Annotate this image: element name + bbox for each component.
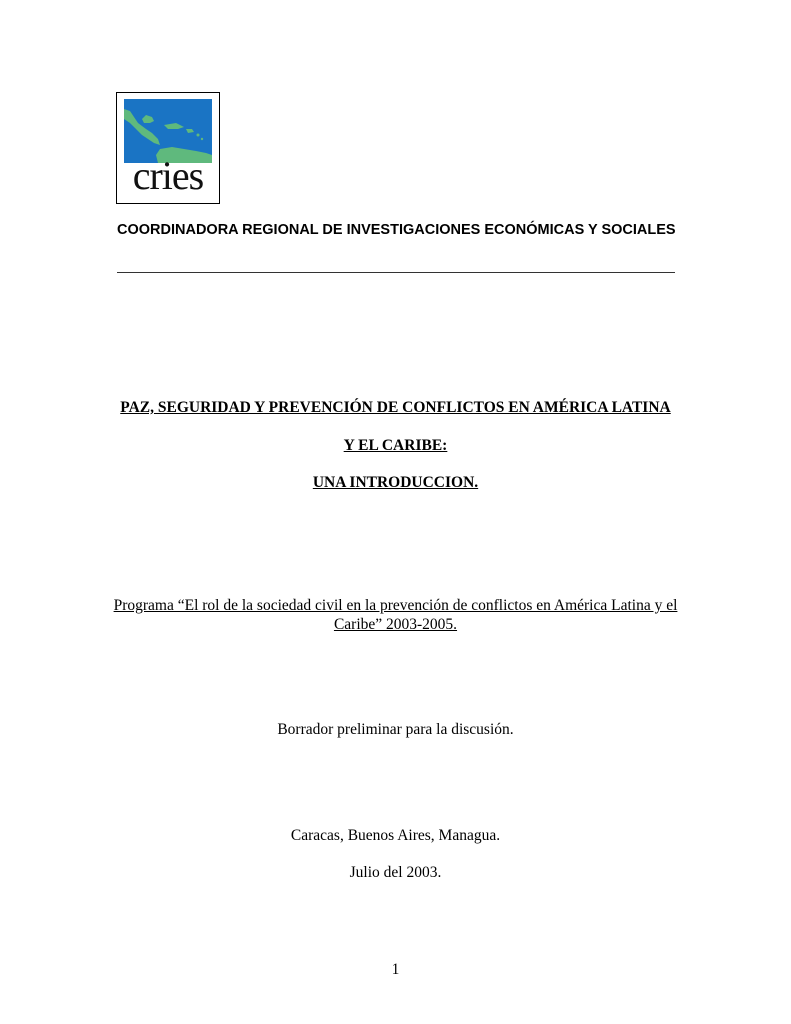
places: Caracas, Buenos Aires, Managua. — [290, 827, 501, 844]
date: Julio del 2003. — [349, 864, 442, 881]
cries-logo — [116, 92, 220, 204]
logo-wordmark: cries — [132, 153, 204, 198]
program-description: Programa “El rol de la sociedad civil en la prevención de conflictos en América Latina y el Caribe” 2003-2005. — [113, 597, 678, 633]
title-line-1: PAZ, SEGURIDAD Y PREVENCIÓN DE CONFLICTOS EN AMÉRICA LATINA — [120, 399, 671, 416]
page-number: 1 — [391, 961, 400, 978]
title-line-2: Y EL CARIBE: — [343, 437, 448, 454]
organization-name: COORDINADORA REGIONAL DE INVESTIGACIONES ECONÓMICAS Y SOCIALES — [117, 222, 676, 238]
title-line-3: UNA INTRODUCCION. — [312, 474, 479, 491]
draft-note: Borrador preliminar para la discusión. — [277, 721, 514, 738]
header-divider — [117, 272, 675, 273]
